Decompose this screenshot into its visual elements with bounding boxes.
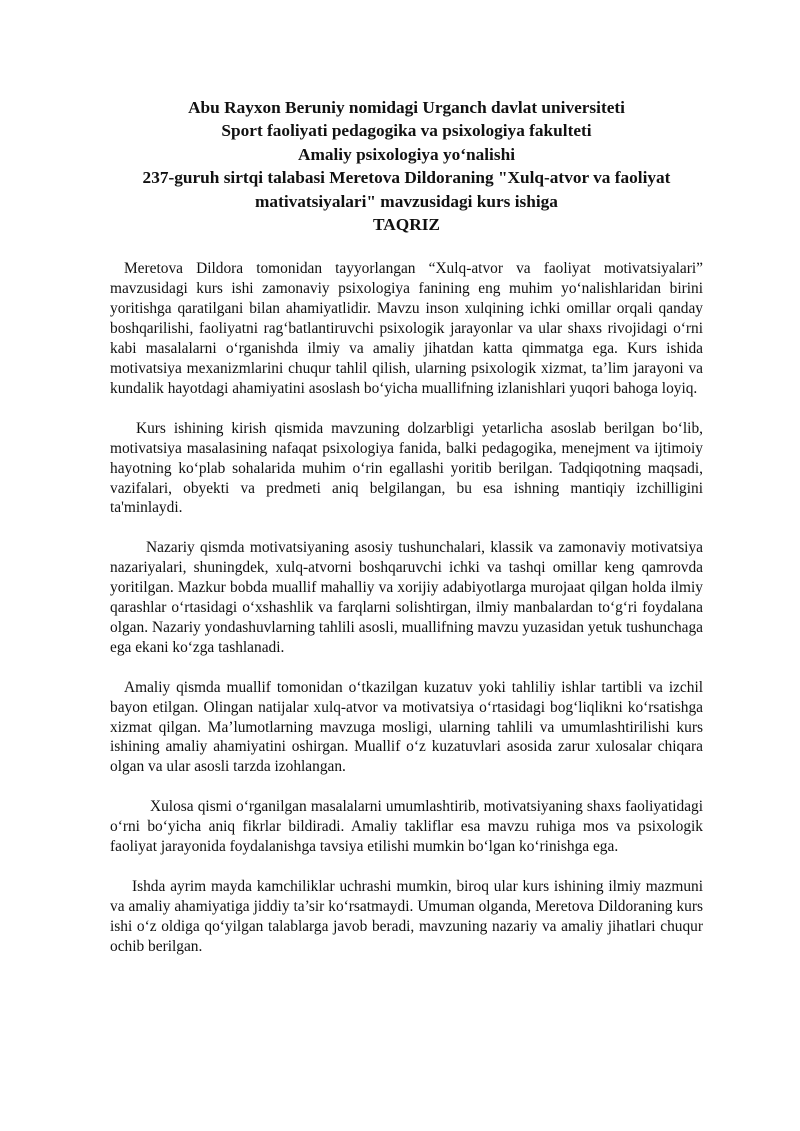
- topic-line: mativatsiyalari" mavzusidagi kurs ishiga: [255, 191, 558, 211]
- document-header: [110, 96, 703, 236]
- faculty-name: Sport faoliyati pedagogika va psixologiya fakulteti: [221, 121, 592, 141]
- paragraph-theory-part: Nazariy qismda motivatsiyaning asosiy tushunchalari, klassik va zamonaviy motivatsiya nazariyalari, shuningdek, xulq-atvorni boshqaruvchi ichki va tashqi omillar keng qamrovda yoritilgan. Mazkur bobda muallif mahalliy va xorijiy adabiyotlarga murojaat qilgan holda ilmiy qarashlar o‘rtasidagi o‘xshashlik va farqlarni solishtirgan, ilmiy manbalardan to‘g‘ri foydalana olgan. Nazariy yondashuvlarning tahlili asosli, muallifning mavzu yuzasidan yetuk tushunchaga ega ekani ko‘zga tashlanadi.: [110, 539, 703, 656]
- student-info-line: 237-guruh sirtqi talabasi Meretova Dildoraning "Xulq-atvor va faoliyat: [142, 168, 671, 188]
- review-body: [110, 259, 703, 956]
- paragraph-practical-part: Amaliy qismda muallif tomonidan o‘tkazilgan kuzatuv yoki tahliliy ishlar tartibli va izchil bayon etilgan. Olingan natijalar xulq-atvor va motivatsiya o‘rtasidagi bog‘liqlikni ko‘rsatishga xizmat qilgan. Ma’lumotlarning mavzuga mosligi, ularning tahlili va umumlashtirilishi kurs ishining amaliy ahamiyatini oshirgan. Muallif o‘z kuzatuvlari asosida zarur xulosalar chiqara olgan va ular asosli tarzda izohlangan.: [110, 678, 703, 776]
- paragraph-introduction-part: Kurs ishining kirish qismida mavzuning dolzarbligi yetarlicha asoslab berilgan bo‘lib, motivatsiya masalasining nafaqat psixologiya fanida, balki pedagogika, menejment va ijtimoiy hayotning ko‘plab sohalarida muhim o‘rin egallashi yoritib berilgan. Tadqiqotning maqsadi, vazifalari, obyekti va predmeti aniq belgilangan, bu esa ishning mantiqiy izchilligini ta'minlaydi.: [110, 419, 703, 517]
- paragraph-conclusion-part: Xulosa qismi o‘rganilgan masalalarni umumlashtirib, motivatsiyaning shaxs faoliyatidagi o‘rni bo‘yicha aniq fikrlar bildiradi. Amaliy takliflar esa mavzu ruhiga mos va psixologik faoliyat jarayonida foydalanishga tavsiya etilishi mumkin bo‘lgan ko‘rinishga ega.: [110, 798, 703, 856]
- university-name: Abu Rayxon Beruniy nomidagi Urganch davlat universiteti: [188, 98, 625, 117]
- document-page: [110, 96, 703, 977]
- paragraph-intro: Meretova Dildora tomonidan tayyorlangan “Xulq-atvor va faoliyat motivatsiyalari” mavzusidagi kurs ishi zamonaviy psixologiya fanining eng muhim yo‘nalishlaridan birini yoritishga qaratilgani bilan ahamiyatlidir. Mavzu inson xulqining ichki omillar orqali qanday boshqarilishi, faoliyatni rag‘batlantiruvchi psixologik jarayonlar va ular shaxs rivojidagi o‘rni kabi masalalarni o‘rganishda ilmiy va amaliy jihatdan katta qimmatga ega. Kurs ishida motivatsiya mexanizmlarini chuqur tahlil qilish, ularning psixologik xizmat, ta’lim jarayoni va kundalik hayotdagi ahamiyatini asoslash bo‘yicha muallifning izlanishlari yuqori bahoga loyiq.: [110, 260, 703, 397]
- department-name: Amaliy psixologiya yo‘nalishi: [297, 144, 515, 164]
- paragraph-final-assessment: Ishda ayrim mayda kamchiliklar uchrashi mumkin, biroq ular kurs ishining ilmiy mazmuni va amaliy ahamiyatiga jiddiy ta’sir ko‘rsatmaydi. Umuman olganda, Meretova Dildoraning kurs ishi o‘z oldiga qo‘yilgan talablarga javob beradi, mavzuning nazariy va amaliy jihatlari chuqur ochib berilgan.: [110, 878, 703, 955]
- document-title: TAQRIZ: [373, 215, 440, 235]
